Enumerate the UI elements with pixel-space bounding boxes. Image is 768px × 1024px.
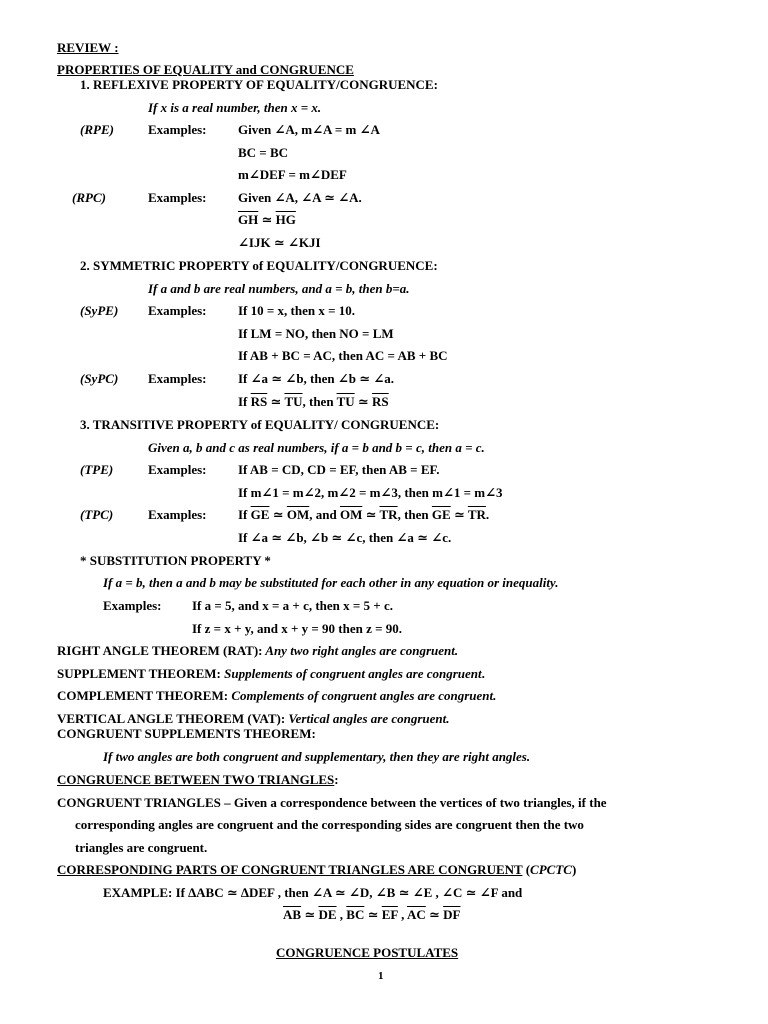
- symmetric-definition: If a and b are real numbers, and a = b, then b=a.: [148, 281, 410, 296]
- theorem-label: VERTICAL ANGLE THEOREM (VAT):: [57, 711, 286, 726]
- congruent-sign: ≃: [364, 907, 382, 922]
- tpc-example-1: [238, 507, 489, 523]
- segment-rs: $\overline{RS}$: [372, 394, 389, 409]
- text-and: , and: [309, 507, 340, 522]
- complement-theorem: [57, 688, 496, 704]
- supplement-theorem: [57, 666, 485, 682]
- review-heading: REVIEW :: [57, 40, 119, 55]
- paren-open: (: [522, 862, 531, 877]
- separator: ,: [397, 907, 407, 922]
- congruent-sign: ≃: [362, 507, 380, 522]
- segment-df: $\overline{DF}$: [443, 907, 461, 922]
- text-then: , then: [397, 507, 432, 522]
- symmetric-heading: 2. SYMMETRIC PROPERTY of EQUALITY/CONGRUENCE:: [80, 258, 438, 273]
- congruent-sign: ≃: [267, 394, 285, 409]
- theorem-label: COMPLEMENT THEOREM:: [57, 688, 229, 703]
- cpctc-example-2: [283, 907, 460, 923]
- sypc-tag: (SyPC): [80, 371, 119, 386]
- cpctc-abbr: CPCTC: [530, 862, 572, 877]
- properties-title: PROPERTIES OF EQUALITY and CONGRUENCE: [57, 62, 354, 77]
- paren-close: ): [571, 862, 577, 877]
- sype-example-1: If 10 = x, then x = 10.: [238, 303, 356, 318]
- tpe-tag: (TPE): [80, 462, 114, 477]
- segment-tr: $\overline{TR}$: [467, 507, 486, 522]
- text-then: , then: [302, 394, 337, 409]
- tpc-example-2: If ∠a ≃ ∠b, ∠b ≃ ∠c, then ∠a ≃ ∠c.: [238, 530, 452, 545]
- substitution-heading: * SUBSTITUTION PROPERTY *: [80, 553, 271, 568]
- congruent-supplements-theorem: CONGRUENT SUPPLEMENTS THEOREM:: [57, 726, 316, 741]
- rpe-example-3: m∠DEF = m∠DEF: [238, 167, 347, 182]
- cpctc-example-1: EXAMPLE: If ∆ABC ≃ ∆DEF , then ∠A ≃ ∠D, ∠B ≃ ∠E , ∠C ≃ ∠F and: [103, 885, 523, 900]
- examples-label: Examples:: [103, 598, 162, 613]
- text-if: If: [238, 394, 251, 409]
- congruent-supplements-text: If two angles are both congruent and supplementary, then they are right angles.: [103, 749, 531, 764]
- cpctc-heading: [57, 862, 576, 878]
- segment-ac: $\overline{AC}$: [406, 907, 426, 922]
- right-angle-theorem: [57, 643, 458, 659]
- segment-om: $\overline{OM}$: [286, 507, 310, 522]
- congruent-sign: ≃: [269, 507, 287, 522]
- segment-gh: $\overline{GH}$: [238, 212, 259, 227]
- text-if: If: [238, 507, 251, 522]
- period: .: [485, 507, 490, 522]
- segment-de: $\overline{DE}$: [318, 907, 337, 922]
- congruent-sign: ≃: [301, 907, 319, 922]
- rpe-example-1: Given ∠A, m∠A = m ∠A: [238, 122, 380, 137]
- segment-ef: $\overline{EF}$: [381, 907, 398, 922]
- segment-tu: $\overline{TU}$: [284, 394, 303, 409]
- congruent-sign: ≃: [450, 507, 468, 522]
- substitution-example-2: If z = x + y, and x + y = 90 then z = 90.: [192, 621, 403, 636]
- colon: :: [334, 772, 339, 787]
- segment-tu: $\overline{TU}$: [336, 394, 355, 409]
- tpe-example-2: If m∠1 = m∠2, m∠2 = m∠3, then m∠1 = m∠3: [238, 485, 503, 500]
- rpc-example-2: [238, 212, 296, 228]
- segment-bc: $\overline{BC}$: [346, 907, 365, 922]
- theorem-label: SUPPLEMENT THEOREM:: [57, 666, 221, 681]
- congruence-postulates-heading: CONGRUENCE POSTULATES: [276, 945, 459, 960]
- rpe-tag: (RPE): [80, 122, 114, 137]
- reflexive-definition: If x is a real number, then x = x.: [148, 100, 322, 115]
- congruent-sign: ≃: [425, 907, 444, 922]
- tpe-example-1: If AB = CD, CD = EF, then AB = EF.: [238, 462, 440, 477]
- rpc-example-3: ∠IJK ≃ ∠KJI: [238, 235, 321, 250]
- segment-ge: $\overline{GE}$: [250, 507, 270, 522]
- congruent-triangles-line-3: triangles are congruent.: [75, 840, 208, 855]
- separator: ,: [336, 907, 347, 922]
- rpc-example-1: Given ∠A, ∠A ≃ ∠A.: [238, 190, 362, 205]
- segment-ab: $\overline{AB}$: [283, 907, 302, 922]
- sype-tag: (SyPE): [80, 303, 119, 318]
- congruent-sign: ≃: [354, 394, 373, 409]
- transitive-heading: 3. TRANSITIVE PROPERTY of EQUALITY/ CONGRUENCE:: [80, 417, 440, 432]
- theorem-text: Vertical angles are congruent.: [285, 711, 450, 726]
- examples-label: Examples:: [148, 462, 207, 477]
- congruent-triangles-line-1: CONGRUENT TRIANGLES – Given a correspondence between the vertices of two triangles, if the: [57, 795, 607, 810]
- page-number: 1: [378, 970, 384, 982]
- reflexive-heading: 1. REFLEXIVE PROPERTY OF EQUALITY/CONGRUENCE:: [80, 77, 438, 92]
- rpc-tag: (RPC): [72, 190, 106, 205]
- segment-rs: $\overline{RS}$: [250, 394, 268, 409]
- heading-text: CORRESPONDING PARTS OF CONGRUENT TRIANGLES ARE CONGRUENT: [57, 862, 523, 877]
- segment-om: $\overline{OM}$: [339, 507, 363, 522]
- examples-label: Examples:: [148, 371, 207, 386]
- theorem-text: Any two right angles are congruent.: [262, 643, 459, 658]
- examples-label: Examples:: [148, 190, 207, 205]
- heading-text: CONGRUENCE BETWEEN TWO TRIANGLES: [57, 772, 335, 787]
- congruent-triangles-line-2: corresponding angles are congruent and the corresponding sides are congruent then the two: [75, 817, 584, 832]
- segment-ge: $\overline{GE}$: [431, 507, 451, 522]
- sype-example-3: If AB + BC = AC, then AC = AB + BC: [238, 348, 448, 363]
- examples-label: Examples:: [148, 507, 207, 522]
- sypc-example-2: [238, 394, 389, 410]
- congruent-sign: ≃: [258, 212, 276, 227]
- segment-hg: $\overline{HG}$: [275, 212, 296, 227]
- substitution-example-1: If a = 5, and x = a + c, then x = 5 + c.: [192, 598, 393, 613]
- period: .: [481, 666, 485, 681]
- theorem-label: RIGHT ANGLE THEOREM (RAT):: [57, 643, 263, 658]
- theorem-text: Supplements of congruent angles are congruent: [220, 666, 482, 681]
- sypc-example-1: If ∠a ≃ ∠b, then ∠b ≃ ∠a.: [238, 371, 395, 386]
- congruence-triangles-heading: [57, 772, 339, 788]
- theorem-text: Complements of congruent angles are congruent.: [228, 688, 497, 703]
- segment-tr: $\overline{TR}$: [379, 507, 398, 522]
- rpe-example-2: BC = BC: [238, 145, 289, 160]
- tpc-tag: (TPC): [80, 507, 114, 522]
- transitive-definition: Given a, b and c as real numbers, if a = b and b = c, then a = c.: [148, 440, 485, 455]
- vertical-angle-theorem: [57, 711, 450, 727]
- substitution-definition: If a = b, then a and b may be substituted for each other in any equation or inequality.: [103, 575, 559, 590]
- examples-label: Examples:: [148, 303, 207, 318]
- sype-example-2: If LM = NO, then NO = LM: [238, 326, 394, 341]
- examples-label: Examples:: [148, 122, 207, 137]
